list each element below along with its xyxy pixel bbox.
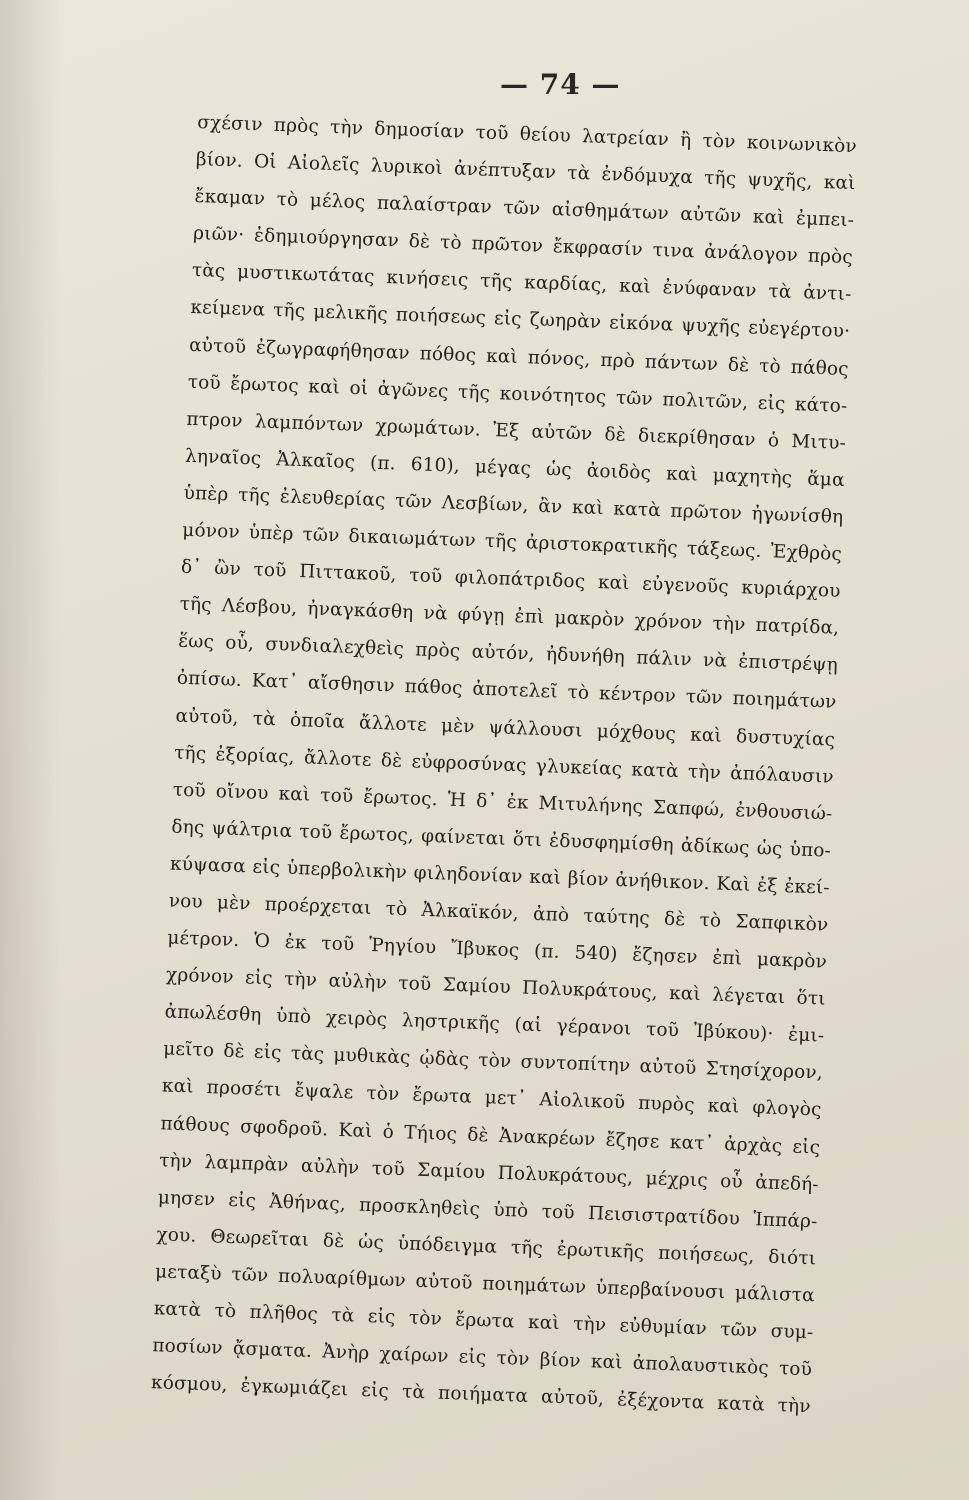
- text-line: αὐτοῦ, τὰ ὁποῖα ἄλλοτε μὲν ψάλλουσι μόχθους καὶ δυστυχίας: [175, 705, 836, 751]
- text-line: ἔκαμαν τὸ μέλος παλαίστραν τῶν αἰσθημάτων αὐτῶν καὶ ἐμπει-: [194, 186, 855, 232]
- text-line: μέτρον. Ὁ ἐκ τοῦ Ῥηγίου Ἴβυκος (π. 540) ἔζησεν ἐπὶ μακρὸν: [167, 927, 828, 973]
- text-line: τῆς ἐξορίας, ἄλλοτε δὲ εὐφροσύνας γλυκείας κατὰ τὴν ἀπόλαυσιν: [173, 742, 835, 788]
- text-line: βίον. Οἱ Αἰολεῖς λυρικοὶ ἀνέπτυξαν τὰ ἐνδόμυχα τῆς ψυχῆς, καὶ: [195, 149, 856, 195]
- text-line: ὑπὲρ τῆς ἐλευθερίας τῶν Λεσβίων, ἂν καὶ κατὰ πρῶτον ἠγωνίσθη: [183, 482, 844, 528]
- text-line: ἀπωλέσθη ὑπὸ χειρὸς ληστρικῆς (αἱ γέρανοι τοῦ Ἰβύκου)· ἐμι-: [164, 1001, 825, 1047]
- text-line: τὴν λαμπρὰν αὐλὴν τοῦ Σαμίου Πολυκράτους, μέχρις οὗ ἀπεδή-: [158, 1149, 820, 1196]
- text-line: ληναῖος Ἀλκαῖος (π. 610), μέγας ὡς ἀοιδὸς καὶ μαχητὴς ἅμα: [184, 445, 846, 491]
- text-line: ριῶν· ἐδημιούργησαν δὲ τὸ πρῶτον ἔκφρασίν τινα ἀνάλογον πρὸς: [192, 223, 854, 269]
- text-line: τοῦ ἔρωτος καὶ οἱ ἀγῶνες τῆς κοινότητος τῶν πολιτῶν, εἰς κάτο-: [187, 371, 848, 417]
- page-number: — 74 —: [500, 68, 621, 101]
- text-line: τῆς Λέσβου, ἠναγκάσθη νὰ φύγῃ ἐπὶ μακρὸν χρόνον τὴν πατρίδα,: [179, 593, 840, 640]
- text-line: πάθους σφοδροῦ. Καὶ ὁ Τήιος δὲ Ἀνακρέων ἔζησε κατ᾽ ἀρχὰς εἰς: [160, 1112, 821, 1159]
- text-line: κατὰ τὸ πλῆθος τὰ εἰς τὸν ἔρωτα καὶ τὴν εὐθυμίαν τῶν συμ-: [153, 1298, 814, 1344]
- text-line: ἕως οὗ, συνδιαλεχθεὶς πρὸς αὐτόν, ἠδυνήθη πάλιν νὰ ἐπιστρέψῃ: [177, 630, 839, 677]
- text-line: τὰς μυστικωτάτας κινήσεις τῆς καρδίας, καὶ ἐνύφαναν τὰ ἀντι-: [191, 260, 852, 306]
- text-line: μεῖτο δὲ εἰς τὰς μυθικὰς ᾠδὰς τὸν συντοπίτην αὐτοῦ Στησίχορον,: [162, 1038, 824, 1084]
- text-line: μησεν εἰς Ἀθήνας, προσκληθεὶς ὑπὸ τοῦ Πεισιστρατίδου Ἱππάρ-: [157, 1186, 818, 1233]
- text-line: τοῦ οἴνου καὶ τοῦ ἔρωτος. Ἡ δ᾽ ἐκ Μιτυλήνης Σαπφώ, ἐνθουσιώ-: [172, 779, 833, 825]
- text-line: καὶ προσέτι ἔψαλε τὸν ἔρωτα μετ᾽ Αἰολικοῦ πυρὸς καὶ φλογὸς: [161, 1075, 822, 1121]
- text-line: αὐτοῦ ἐζωγραφήθησαν πόθος καὶ πόνος, πρὸ πάντων δὲ τὸ πάθος: [188, 334, 850, 380]
- body-text: [150, 104, 857, 1426]
- text-line: δης ψάλτρια τοῦ ἔρωτος, φαίνεται ὅτι ἐδυσφημίσθη ἀδίκως ὡς ὑπο-: [171, 816, 832, 862]
- text-line: νου μὲν προέρχεται τὸ Ἀλκαϊκόν, ἀπὸ ταύτης δὲ τὸ Σαπφικὸν: [168, 890, 829, 936]
- text-line: ὀπίσω. Κατ᾽ αἴσθησιν πάθος ἀποτελεῖ τὸ κέντρον τῶν ποιημάτων: [176, 668, 837, 714]
- text-line: κύψασα εἰς ὑπερβολικὴν φιληδονίαν καὶ βίον ἀνήθικον. Καὶ ἐξ ἐκεί-: [169, 853, 831, 899]
- text-line: χρόνον εἰς τὴν αὐλὴν τοῦ Σαμίου Πολυκράτους, καὶ λέγεται ὅτι: [165, 964, 827, 1010]
- text-line: δ᾽ ὢν τοῦ Πιττακοῦ, τοῦ φιλοπάτριδος καὶ εὐγενοῦς κυριάρχου: [180, 556, 841, 602]
- text-line: κόσμου, ἐγκωμιάζει εἰς τὰ ποιήματα αὐτοῦ, ἐξέχοντα κατὰ τὴν: [150, 1372, 812, 1418]
- text-line: σχέσιν πρὸς τὴν δημοσίαν τοῦ θείου λατρείαν ἢ τὸν κοινωνικὸν: [196, 111, 858, 158]
- text-line: ποσίων ᾄσματα. Ἀνὴρ χαίρων εἰς τὸν βίον καὶ ἀπολαυστικὸς τοῦ: [152, 1335, 813, 1381]
- text-line: μόνον ὑπὲρ τῶν δικαιωμάτων τῆς ἀριστοκρατικῆς τάξεως. Ἐχθρὸς: [181, 519, 843, 565]
- text-line: πτρον λαμπόντων χρωμάτων. Ἐξ αὐτῶν δὲ διεκρίθησαν ὁ Μιτυ-: [186, 408, 847, 454]
- text-line: μεταξὺ τῶν πολυαρίθμων αὐτοῦ ποιημάτων ὑπερβαίνουσι μάλιστα: [154, 1261, 816, 1307]
- text-line: κείμενα τῆς μελικῆς ποιήσεως εἰς ζωηρὰν εἰκόνα ψυχῆς εὐεγέρτου·: [190, 297, 851, 343]
- text-line: χου. Θεωρεῖται δὲ ὡς ὑπόδειγμα τῆς ἐρωτικῆς ποιήσεως, διότι: [156, 1224, 817, 1270]
